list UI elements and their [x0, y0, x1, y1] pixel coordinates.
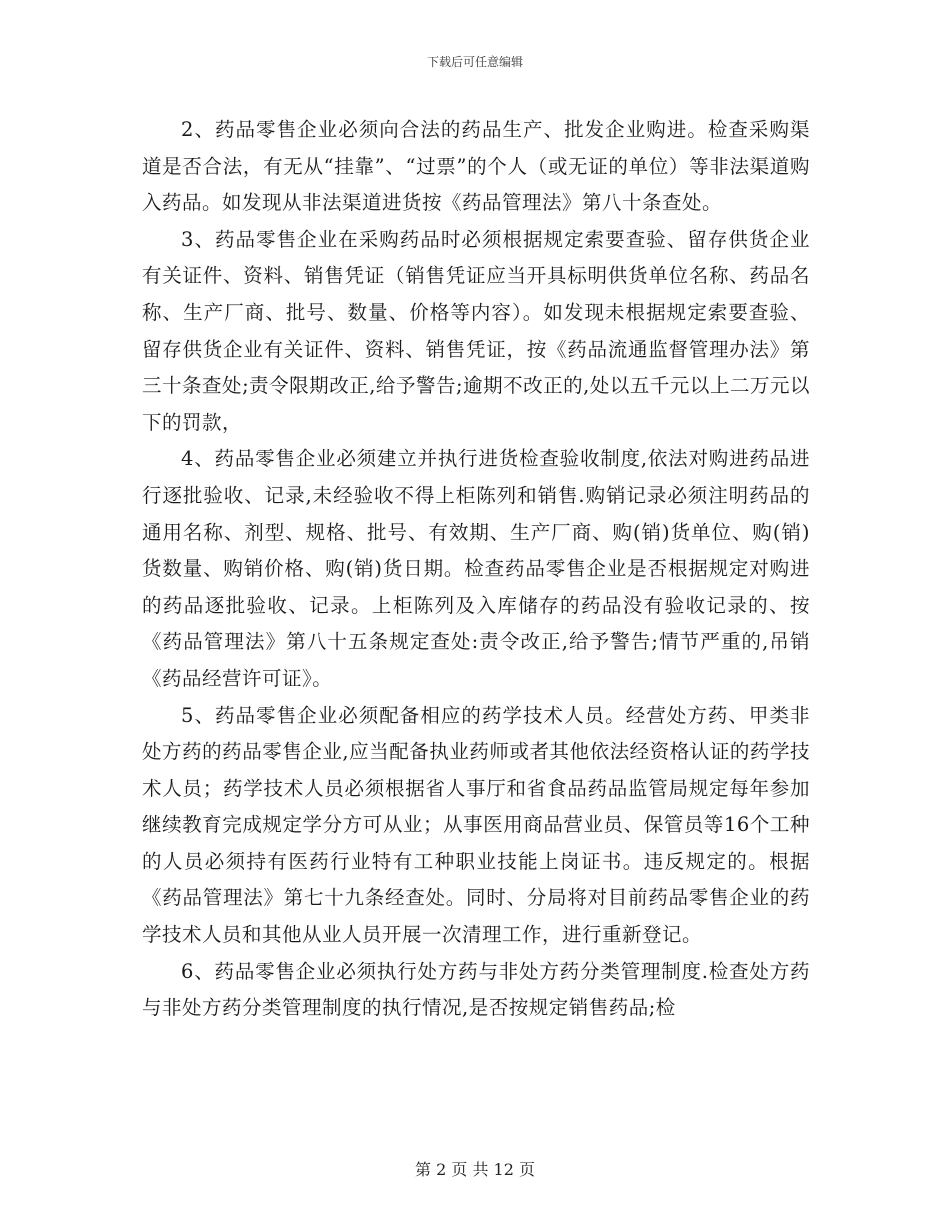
paragraph-2: 2、药品零售企业必须向合法的药品生产、批发企业购进。检查采购渠道是否合法，有无从“挂靠”、“过票”的个人（或无证的单位）等非法渠道购入药品。如发现从非法渠道进货按《药品管理法》第八十条查处。 [142, 118, 810, 215]
paragraph-6: 6、药品零售企业必须执行处方药与非处方药分类管理制度.检查处方药与非处方药分类管理制度的执行情况,是否按规定销售药品;检 [142, 959, 810, 1020]
paragraph-4: 4、药品零售企业必须建立并执行进货检查验收制度,依法对购进药品进行逐批验收、记录,未经验收不得上柜陈列和销售.购销记录必须注明药品的通用名称、剂型、规格、批号、有效期、生产厂商、购(销)货单位、购(销)货数量、购销价格、购(销)货日期。检查药品零售企业是否根据规定对购进的药品逐批验收、记录。上柜陈列及入库储存的药品没有验收记录的、按《药品管理法》第八十五条规定查处:责令改正,给予警告;情节严重的,吊销《药品经营许可证》。 [142, 447, 810, 690]
paragraph-5: 5、药品零售企业必须配备相应的药学技术人员。经营处方药、甲类非处方药的药品零售企业,应当配备执业药师或者其他依法经资格认证的药学技术人员；药学技术人员必须根据省人事厅和省食品药品监管局规定每年参加继续教育完成规定学分方可从业；从事医用商品营业员、保管员等16个工种的人员必须持有医药行业特有工种职业技能上岗证书。违反规定的。根据《药品管理法》第七十九条经查处。同时、分局将对目前药品零售企业的药学技术人员和其他从业人员开展一次清理工作，进行重新登记。 [142, 703, 810, 947]
paragraph-3: 3、药品零售企业在采购药品时必须根据规定索要查验、留存供货企业有关证件、资料、销售凭证（销售凭证应当开具标明供货单位名称、药品名称、生产厂商、批号、数量、价格等内容）。如发现未根据规定索要查验、留存供货企业有关证件、资料、销售凭证，按《药品流通监督管理办法》第三十条查处;责令限期改正,给予警告;逾期不改正的,处以五千元以上二万元以下的罚款， [142, 227, 810, 434]
document-body [142, 112, 810, 1027]
page-number: 第 2 页 共 12 页 [415, 1160, 535, 1179]
page-header: 下载后可任意编辑 [426, 55, 523, 69]
